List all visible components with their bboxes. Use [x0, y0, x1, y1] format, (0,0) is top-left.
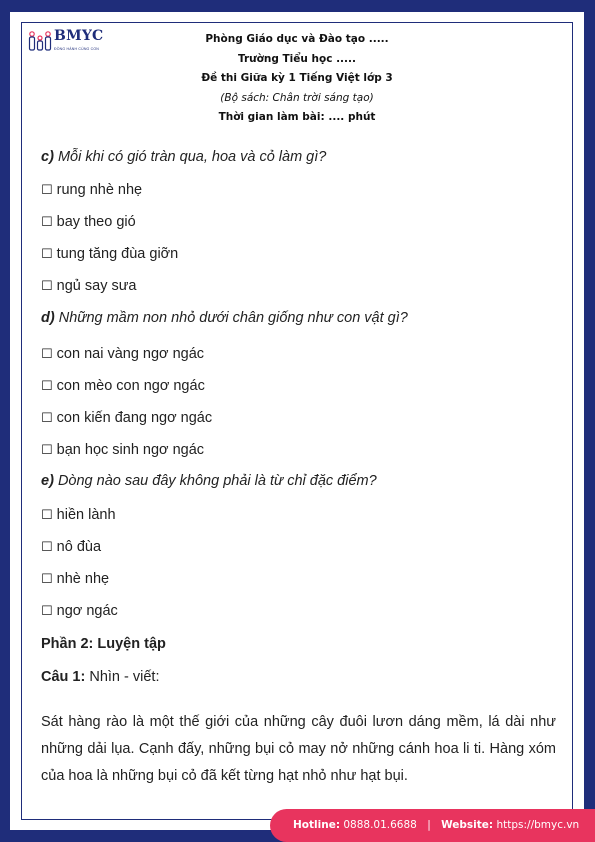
option-text: con nai vàng ngơ ngác: [56, 346, 205, 362]
header-school: Trường Tiểu học .....: [237, 52, 357, 65]
checkbox-icon[interactable]: ☐: [41, 410, 53, 425]
header-department: Phòng Giáo dục và Đào tạo .....: [205, 33, 389, 45]
question-label: d): [41, 310, 55, 326]
logo-text: BMYC: [54, 28, 104, 44]
option-text: tung tăng đùa giỡn: [56, 246, 179, 262]
option-text: ngủ say sưa: [56, 278, 137, 294]
option-item: [41, 246, 178, 262]
question-text: Những mầm non nhỏ dưới chân giống như con vật gì?: [58, 310, 408, 326]
logo-tagline: ĐỒNG HÀNH CÙNG CON: [54, 47, 100, 51]
question-e: [41, 473, 377, 489]
checkbox-icon[interactable]: ☐: [41, 346, 53, 361]
checkbox-icon[interactable]: ☐: [41, 278, 53, 293]
footer-separator: |: [427, 819, 431, 831]
part2-title: Phần 2: Luyện tập: [41, 636, 166, 652]
hotline-label: Hotline:: [293, 819, 341, 831]
question-label: Câu 1:: [41, 669, 86, 685]
option-text: nhè nhẹ: [56, 571, 110, 587]
option-item: [41, 442, 204, 458]
option-text: rung nhè nhẹ: [56, 182, 143, 198]
checkbox-icon[interactable]: ☐: [41, 442, 53, 457]
option-item: [41, 214, 136, 230]
option-item: [41, 507, 116, 523]
option-item: [41, 410, 212, 426]
checkbox-icon[interactable]: ☐: [41, 214, 53, 229]
option-text: con mèo con ngơ ngác: [56, 378, 205, 394]
checkbox-icon[interactable]: ☐: [41, 603, 53, 618]
checkbox-icon[interactable]: ☐: [41, 571, 53, 586]
document-page: [10, 12, 584, 830]
question-label: c): [41, 149, 54, 165]
option-text: con kiến đang ngơ ngác: [56, 410, 213, 426]
option-text: ngơ ngác: [56, 603, 118, 619]
question-d: [41, 310, 408, 326]
checkbox-icon[interactable]: ☐: [41, 182, 53, 197]
option-text: nô đùa: [56, 539, 102, 555]
website-link[interactable]: https://bmyc.vn: [496, 819, 580, 831]
part2-question-1: [41, 669, 159, 685]
question-label: e): [41, 473, 54, 489]
option-item: [41, 182, 142, 198]
hotline-number[interactable]: 0888.01.6688: [343, 819, 417, 831]
option-text: hiền lành: [56, 507, 116, 523]
option-text: bạn học sinh ngơ ngác: [56, 442, 205, 458]
option-item: [41, 571, 109, 587]
header-book-series: (Bộ sách: Chân trời sáng tạo): [220, 91, 374, 104]
question-text: Dòng nào sau đây không phải là từ chỉ đặc điểm?: [57, 473, 377, 489]
question-c: [41, 149, 326, 165]
option-item: [41, 346, 204, 362]
option-item: [41, 603, 118, 619]
question-text: Nhìn - viết:: [89, 669, 160, 685]
header-exam-title: Đề thi Giữa kỳ 1 Tiếng Việt lớp 3: [201, 72, 393, 84]
checkbox-icon[interactable]: ☐: [41, 378, 53, 393]
option-text: bay theo gió: [56, 214, 136, 230]
checkbox-icon[interactable]: ☐: [41, 507, 53, 522]
contact-footer: [270, 809, 595, 842]
exam-header: [10, 30, 584, 128]
option-item: [41, 539, 101, 555]
checkbox-icon[interactable]: ☐: [41, 539, 53, 554]
website-label: Website:: [441, 819, 494, 831]
dictation-paragraph: Sát hàng rào là một thế giới của những cây đuôi lươn dáng mềm, lá dài như những dải lụa. Cạnh đấy, những bụi cỏ may nở những cánh hoa li ti. Hàng xóm của hoa là những bụi cỏ đã kết từng hạt nhỏ như hạt bụi.: [41, 714, 556, 784]
checkbox-icon[interactable]: ☐: [41, 246, 53, 261]
header-duration: Thời gian làm bài: .... phút: [218, 111, 376, 123]
option-item: [41, 278, 137, 294]
option-item: [41, 378, 205, 394]
question-text: Mỗi khi có gió tràn qua, hoa và cỏ làm gì?: [57, 149, 327, 165]
